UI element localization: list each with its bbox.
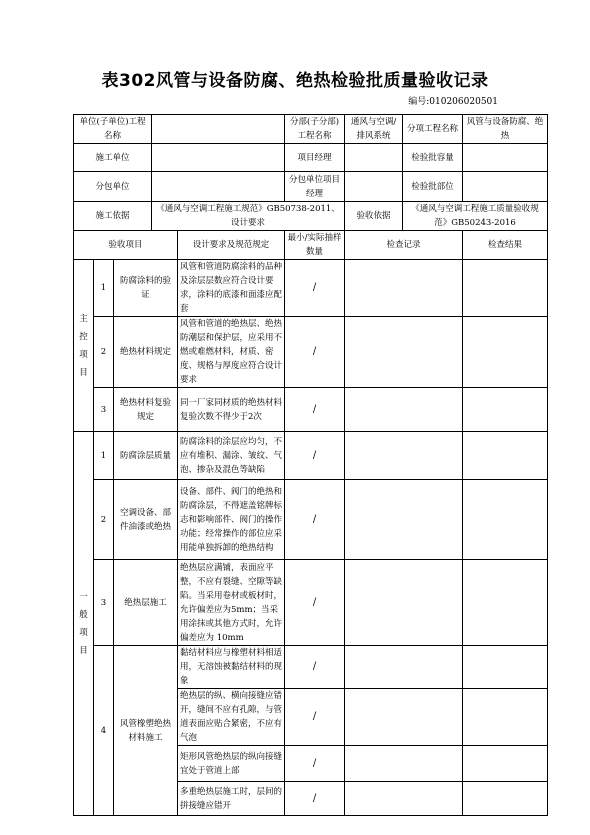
item-record[interactable] [345, 480, 463, 560]
col-sample: 最小/实际抽样数量 [285, 231, 345, 260]
item-requirement: 同一厂家同材质的绝热材料复验次数不得少于2次 [178, 388, 285, 432]
item-requirement: 防腐涂料的涂层应均匀，不应有堆积、漏涂、皱纹、气泡、掺杂及混色等缺陷 [178, 432, 285, 480]
unit-label: 单位(子单位)工程名称 [74, 115, 152, 144]
subitem-value[interactable]: 风管与设备防腐、绝热 [463, 115, 548, 144]
manager-value[interactable] [345, 144, 403, 172]
item-name: 绝热材料规定 [114, 317, 178, 388]
col-requirement: 设计要求及规范规定 [178, 231, 285, 260]
item-result[interactable] [463, 388, 548, 432]
item-no: 4 [94, 646, 114, 816]
subcontract-manager-value[interactable] [345, 172, 403, 202]
division-label: 分部(子分部)工程名称 [285, 115, 345, 144]
subcontract-unit-value[interactable] [152, 172, 285, 202]
item-name: 防腐涂料的验证 [114, 260, 178, 317]
page-title: 表302风管与设备防腐、绝热检验批质量验收记录 [101, 71, 489, 91]
item-no: 1 [94, 260, 114, 317]
item-sample: / [285, 260, 345, 317]
item-requirement: 绝热层的纵、横向接缝应错开，缝间不应有孔隙，与管道表面应贴合紧密，不应有气泡 [178, 689, 285, 746]
item-record[interactable] [345, 746, 463, 782]
item-result[interactable] [463, 646, 548, 689]
item-no: 2 [94, 317, 114, 388]
item-record[interactable] [345, 560, 463, 646]
item-name: 防腐涂层质量 [114, 432, 178, 480]
item-no: 3 [94, 388, 114, 432]
item-sample: / [285, 432, 345, 480]
item-sample: / [285, 646, 345, 689]
general-label: 一般项目 [74, 432, 94, 816]
item-name: 空调设备、部件油漆或绝热 [114, 480, 178, 560]
subcontract-manager-label: 分包单位项目经理 [285, 172, 345, 202]
item-sample: / [285, 782, 345, 816]
item-no: 3 [94, 560, 114, 646]
item-sample: / [285, 746, 345, 782]
item-record[interactable] [345, 689, 463, 746]
basis-label: 施工依据 [74, 202, 152, 231]
batch-capacity-value[interactable] [463, 144, 548, 172]
construction-unit-value[interactable] [152, 144, 285, 172]
item-result[interactable] [463, 782, 548, 816]
item-record[interactable] [345, 388, 463, 432]
item-name: 绝热层施工 [114, 560, 178, 646]
col-item: 验收项目 [74, 231, 178, 260]
item-no: 2 [94, 480, 114, 560]
construction-unit-label: 施工单位 [74, 144, 152, 172]
subitem-label: 分项工程名称 [403, 115, 463, 144]
item-requirement: 多重绝热层施工时，层间的拼接缝应错开 [178, 782, 285, 816]
basis-value: 《通风与空调工程施工规范》GB50738-2011、设计要求 [152, 202, 345, 231]
item-requirement: 风管和管道防腐涂料的品种及涂层层数应符合设计要求，涂料的底漆和面漆应配套 [178, 260, 285, 317]
item-no: 1 [94, 432, 114, 480]
unit-value[interactable] [152, 115, 285, 144]
item-result[interactable] [463, 432, 548, 480]
item-result[interactable] [463, 689, 548, 746]
item-record[interactable] [345, 646, 463, 689]
col-record: 检查记录 [345, 231, 463, 260]
item-requirement: 黏结材料应与橡塑材料相适用，无溶蚀被黏结材料的现象 [178, 646, 285, 689]
form-code: 编号:010206020501 [408, 97, 498, 107]
item-sample: / [285, 317, 345, 388]
item-sample: / [285, 689, 345, 746]
item-requirement: 矩形风管绝热层的纵向接缝宜处于管道上部 [178, 746, 285, 782]
batch-part-label: 检验批部位 [403, 172, 463, 202]
item-record[interactable] [345, 317, 463, 388]
acceptance-table [73, 114, 548, 816]
batch-part-value[interactable] [463, 172, 548, 202]
division-value[interactable]: 通风与空调/排风系统 [345, 115, 403, 144]
main-control-label: 主控项目 [74, 260, 94, 432]
acceptance-basis-label: 验收依据 [345, 202, 403, 231]
batch-capacity-label: 检验批容量 [403, 144, 463, 172]
item-record[interactable] [345, 432, 463, 480]
acceptance-basis-value: 《通风与空调工程施工质量验收规范》GB50243-2016 [403, 202, 548, 231]
manager-label: 项目经理 [285, 144, 345, 172]
subcontract-unit-label: 分包单位 [74, 172, 152, 202]
item-result[interactable] [463, 260, 548, 317]
col-result: 检查结果 [463, 231, 548, 260]
item-record[interactable] [345, 260, 463, 317]
item-sample: / [285, 388, 345, 432]
item-result[interactable] [463, 746, 548, 782]
item-name: 绝热材料复验规定 [114, 388, 178, 432]
item-record[interactable] [345, 782, 463, 816]
item-result[interactable] [463, 560, 548, 646]
item-sample: / [285, 480, 345, 560]
item-result[interactable] [463, 480, 548, 560]
item-requirement: 绝热层应满铺，表面应平整，不应有裂缝、空隙等缺陷。当采用卷材或板材时，允许偏差应为5mm；当采用涂抹或其他方式时，允许偏差应为 10mm [178, 560, 285, 646]
item-requirement: 风管和管道的绝热层、绝热防潮层和保护层，应采用不燃或难燃材料，材质、密度、规格与厚度应符合设计要求 [178, 317, 285, 388]
item-sample: / [285, 560, 345, 646]
item-name: 风管橡塑绝热材料施工 [114, 646, 178, 816]
item-requirement: 设备、部件、阀门的绝热和防腐涂层，不得遮盖铭牌标志和影响部件、阀门的操作功能；经常操作的部位应采用能单独拆卸的绝热结构 [178, 480, 285, 560]
item-result[interactable] [463, 317, 548, 388]
